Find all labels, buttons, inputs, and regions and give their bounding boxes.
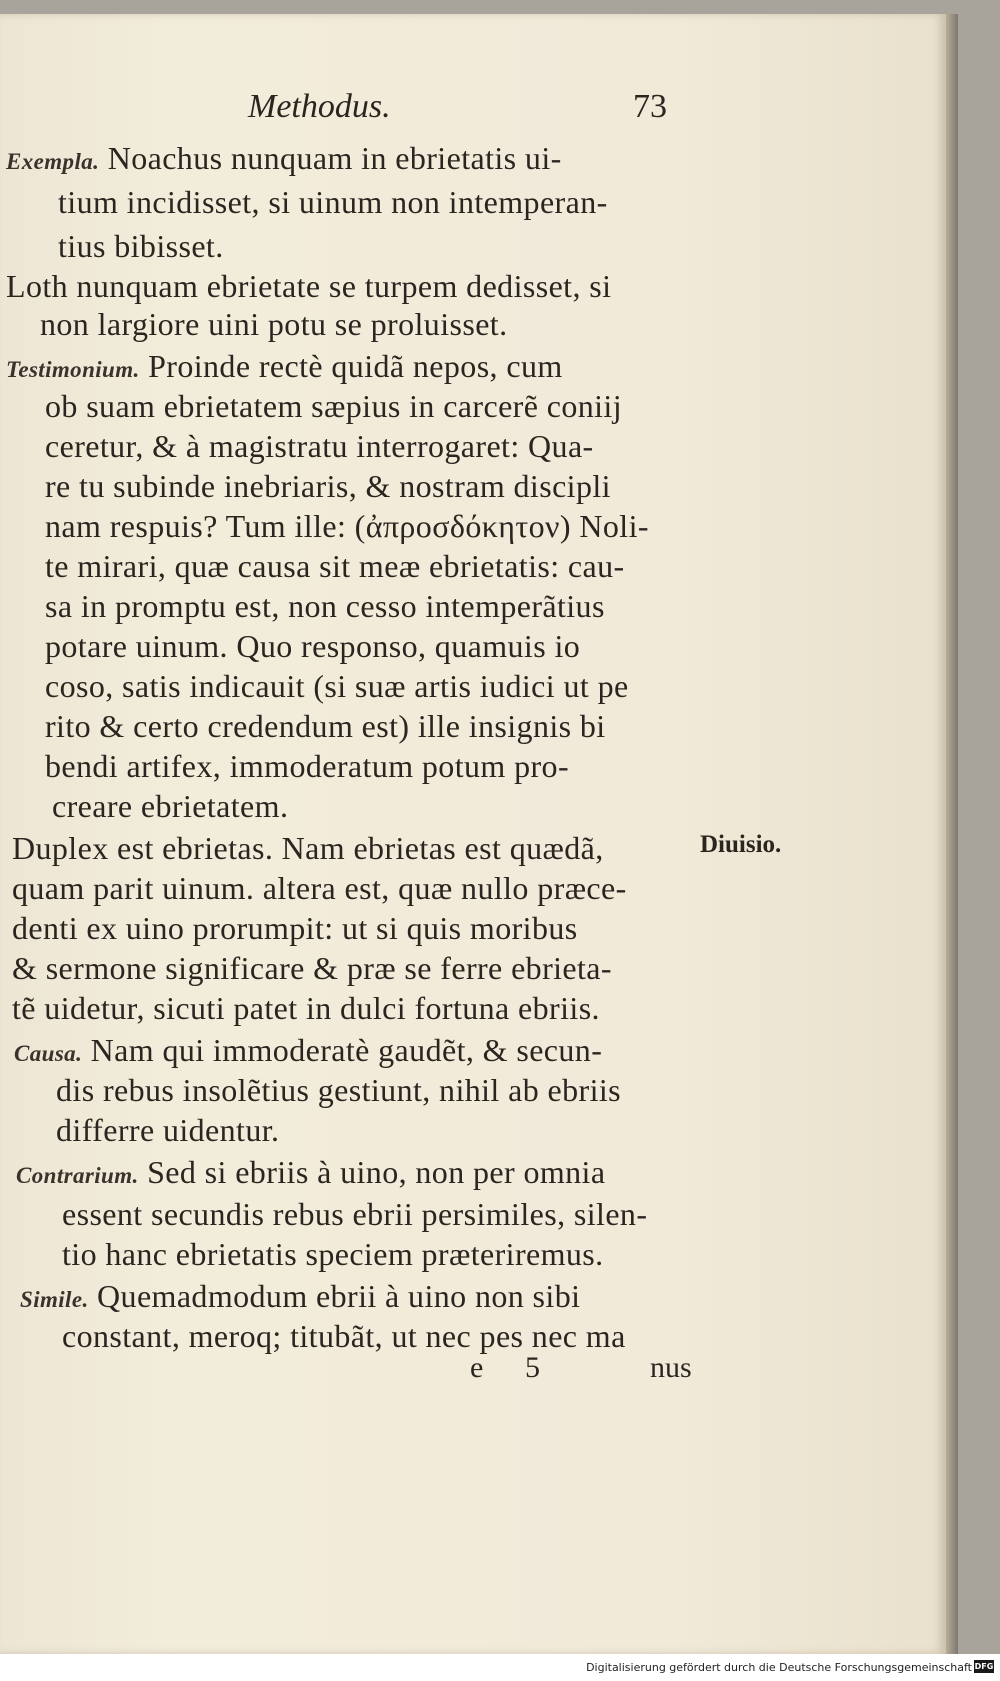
text-line: sa in promptu est, non cesso intemperãtius <box>45 588 605 624</box>
text-line: denti ex uino prorumpit: ut si quis moribus <box>12 910 578 946</box>
page-edge <box>946 14 958 1654</box>
text-line: quam parit uinum. altera est, quæ nullo præce- <box>12 870 627 906</box>
text-line: rito & certo credendum est) ille insignis bi <box>45 708 606 744</box>
text-line: & sermone significare & præ se ferre ebrieta- <box>12 950 612 986</box>
text-line: tium incidisset, si uinum non intemperan- <box>58 184 608 220</box>
text-line: bendi artifex, immoderatum potum pro- <box>45 748 570 784</box>
text-line: tẽ uidetur, sicuti patet in dulci fortuna ebriis. <box>12 990 600 1026</box>
text-line: potare uinum. Quo responso, quamuis io <box>45 628 581 664</box>
margin-note: Diuisio. <box>700 831 782 858</box>
side-label: Causa. <box>14 1041 83 1066</box>
text-line: constant, meroq; titubãt, ut nec pes nec ma <box>62 1318 626 1354</box>
page-number: 73 <box>633 88 667 125</box>
signature-letter: e <box>470 1351 484 1384</box>
text-line: creare ebrietatem. <box>52 788 289 824</box>
side-label: Contrarium. <box>16 1163 139 1188</box>
text-line: ceretur, & à magistratu interrogaret: Qua- <box>45 428 594 464</box>
side-label: Exempla. <box>6 149 100 174</box>
side-label: Testimonium. <box>6 357 140 382</box>
dfg-logo: DFG <box>974 1662 994 1671</box>
text-line: tio hanc ebrietatis speciem præteriremus. <box>62 1236 604 1272</box>
text-line: te mirari, quæ causa sit meæ ebrietatis: cau- <box>45 548 625 584</box>
text-line: non largiore uini potu se proluisset. <box>40 306 508 342</box>
text-line: essent secundis rebus ebrii persimiles, silen- <box>62 1196 648 1232</box>
text-line: coso, satis indicauit (si suæ artis iudici ut pe <box>45 668 629 704</box>
side-label: Simile. <box>20 1287 89 1312</box>
digitization-credit: Digitalisierung gefördert durch die Deutsche Forschungsgemeinschaft <box>586 1661 972 1674</box>
text-line: Contrarium. Sed si ebriis à uino, non per omnia <box>16 1154 606 1190</box>
text-line: nam respuis? Tum ille: (ἀπροσδόκητον) Noli- <box>45 508 649 544</box>
text-line: differre uidentur. <box>56 1112 280 1148</box>
text-line: ob suam ebrietatem sæpius in carcerẽ coniij <box>45 388 623 424</box>
catchword: nus <box>650 1351 692 1384</box>
signature-number: 5 <box>525 1351 540 1384</box>
text-line: Simile. Quemadmodum ebrii à uino non sibi <box>20 1278 581 1314</box>
text-line: Causa. Nam qui immoderatè gaudẽt, & secun- <box>14 1032 603 1068</box>
text-line: tius bibisset. <box>58 228 224 264</box>
text-line: Exempla. Noachus nunquam in ebrietatis ui- <box>6 140 562 176</box>
text-line: dis rebus insolẽtius gestiunt, nihil ab ebriis <box>56 1072 622 1108</box>
text-line: re tu subinde inebriaris, & nostram discipli <box>45 468 611 504</box>
text-line: Testimonium. Proinde rectè quidã nepos, cum <box>6 348 563 384</box>
running-head: Methodus. <box>248 88 391 125</box>
text-line: Loth nunquam ebrietate se turpem dedisset, si <box>6 268 612 304</box>
text-line: Duplex est ebrietas. Nam ebrietas est quædã, <box>12 830 604 866</box>
